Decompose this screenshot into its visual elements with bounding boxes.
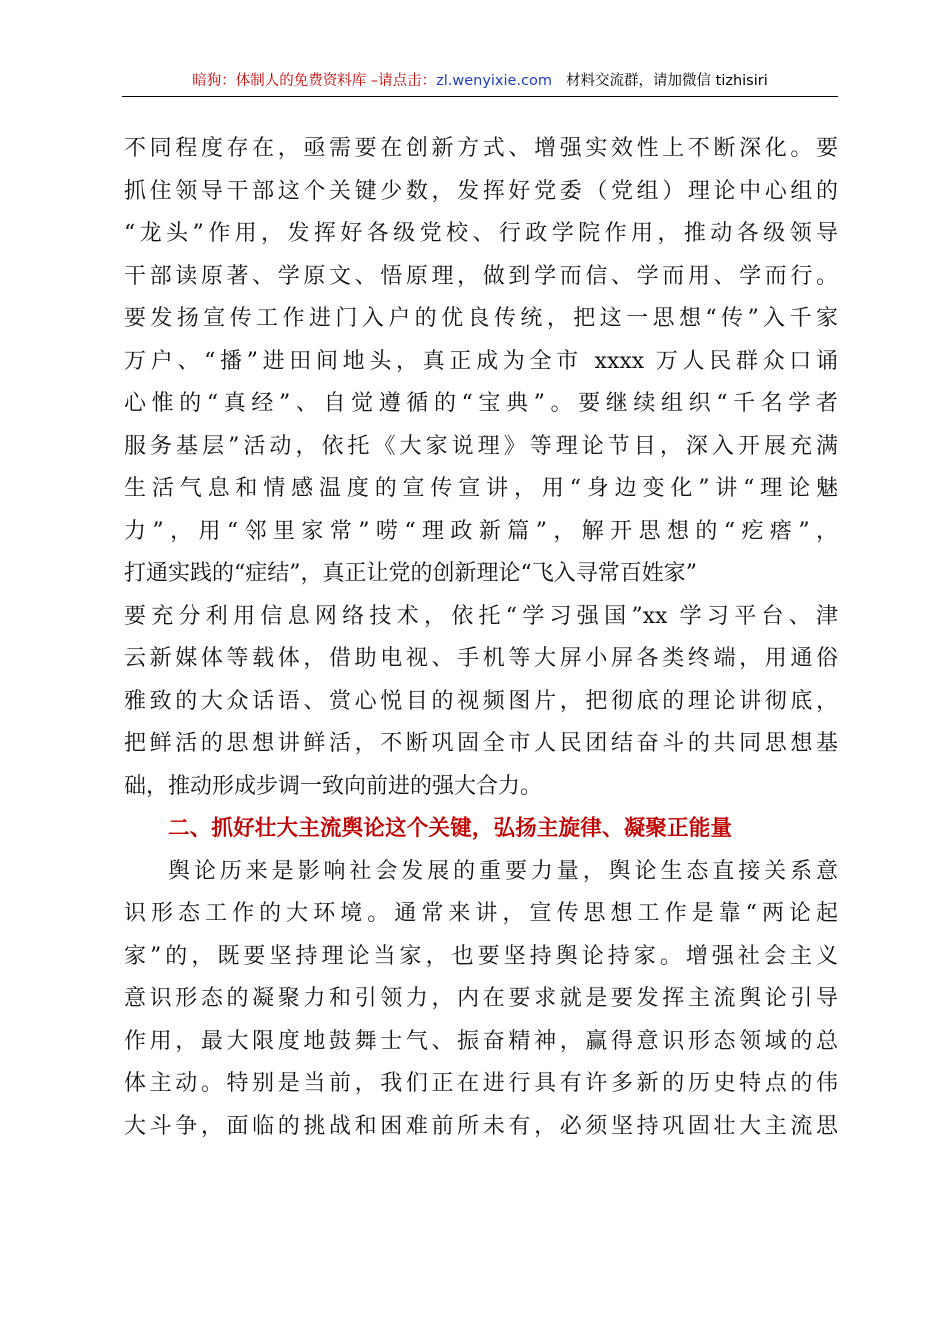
- body-line: 家”的，既要坚持理论当家，也要坚持舆论持家。增强社会主义: [124, 943, 838, 969]
- body-line: 万户、“播”进田间地头，真正成为全市 xxxx 万人民群众口诵: [124, 348, 838, 374]
- body-line: 云新媒体等载体，借助电视、手机等大屏小屏各类终端，用通俗: [124, 646, 838, 671]
- body-line: “龙头”作用，发挥好各级党校、行政学院作用，推动各级领导: [124, 221, 838, 246]
- body-line: 意识形态的凝聚力和引领力，内在要求就是要发挥主流舆论引导: [124, 986, 838, 1011]
- body-line: 打通实践的“症结”，真正让党的创新理论“飞入寻常百姓家”: [124, 561, 697, 586]
- body-line: 舆论历来是影响社会发展的重要力量，舆论生态直接关系意: [168, 858, 838, 884]
- body-line: 作用，最大限度地鼓舞士气、振奋精神，赢得意识形态领域的总: [124, 1028, 838, 1054]
- body-line: 生活气息和情感温度的宣传宣讲，用“身边变化”讲“理论魅: [124, 476, 838, 501]
- body-line: 抓住领导干部这个关键少数，发挥好党委（党组）理论中心组的: [124, 178, 838, 204]
- header-rule: [122, 96, 838, 97]
- header-brand: 暗狗：体制人的免费资料库: [192, 73, 367, 89]
- body-line: 大斗争，面临的挑战和困难前所未有，必须坚持巩固壮大主流思: [124, 1113, 838, 1139]
- body-line: 把鲜活的思想讲鲜活，不断巩固全市人民团结奋斗的共同思想基: [124, 731, 838, 756]
- document-body: [124, 128, 838, 1148]
- body-line: 体主动。特别是当前，我们正在进行具有许多新的历史特点的伟: [124, 1071, 838, 1096]
- header-url-link[interactable]: zl.wenyixie.com: [436, 73, 553, 89]
- header-wechat-note: 材料交流群，请加微信 tizhisiri: [566, 73, 768, 89]
- body-line: 识形态工作的大环境。通常来讲，宣传思想工作是靠“两论起: [124, 901, 838, 926]
- body-line: 要发扬宣传工作进门入户的优良传统，把这一思想“传”入千家: [124, 306, 838, 331]
- page-header: [122, 70, 838, 96]
- body-line: 力”，用“邻里家常”唠“理政新篇”，解开思想的“疙瘩”，: [124, 518, 838, 544]
- body-line: 要充分利用信息网络技术，依托“学习强国”xx 学习平台、津: [124, 603, 838, 629]
- body-line: 干部读原著、学原文、悟原理，做到学而信、学而用、学而行。: [124, 263, 838, 289]
- header-prompt: –请点击：: [366, 73, 437, 89]
- body-line: 心惟的“真经”、自觉遵循的“宝典”。要继续组织“千名学者: [124, 391, 838, 416]
- body-line: 础，推动形成步调一致向前进的强大合力。: [124, 773, 543, 799]
- body-line: 服务基层”活动，依托《大家说理》等理论节目，深入开展充满: [124, 433, 838, 459]
- body-line: 雅致的大众话语、赏心悦目的视频图片，把彻底的理论讲彻底，: [124, 688, 838, 714]
- section-heading: 二、抓好壮大主流舆论这个关键，弘扬主旋律、凝聚正能量: [168, 816, 733, 841]
- body-line: 不同程度存在，亟需要在创新方式、增强实效性上不断深化。要: [124, 136, 838, 161]
